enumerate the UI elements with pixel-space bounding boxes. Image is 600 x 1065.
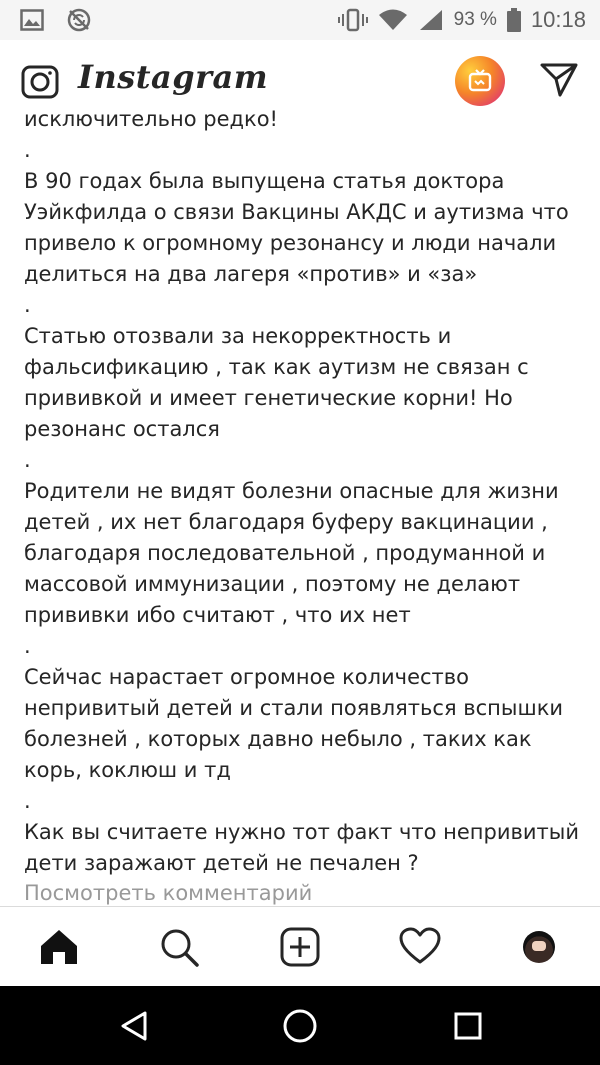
direct-message-icon[interactable]	[536, 56, 582, 102]
wifi-icon	[378, 8, 408, 32]
search-icon[interactable]	[157, 925, 201, 969]
igtv-icon[interactable]	[455, 56, 505, 106]
app-title: Instagram	[78, 58, 269, 96]
vibrate-icon	[338, 8, 368, 32]
new-post-icon[interactable]	[278, 925, 322, 969]
bottom-navigation	[0, 906, 600, 987]
no-sync-icon	[66, 7, 92, 33]
system-navigation-bar	[0, 986, 600, 1065]
gallery-icon	[20, 9, 44, 31]
profile-avatar[interactable]	[523, 931, 555, 963]
view-comments-link[interactable]: Посмотреть комментарий	[24, 881, 313, 905]
home-icon[interactable]	[37, 925, 81, 969]
post-caption: исключительно редко! . В 90 годах была выпущена статья доктора Уэйкфилда о связи Вакцины АКДС и аутизма что привело к огромному резонансу и люди начали делиться на два лагеря «против» и «за» . Статью отозвали за некорректность и фальсификацию , так как аутизм не связан с прививкой и имеет генетические корни! Но резонанс остался . Родители не видят болезни опасные для жизни детей , их нет благодаря буферу вакцинации , благодаря последовательной , продуманной и массовой иммунизации , поэтому не делают прививки ибо считают , что их нет . Сейчас нарастает огромное количество непривитый детей и стали появляться вспышки болезней , которых давно небыло , таких как корь, коклюш и тд . Как вы считаете нужно тот факт что непривитый дети заражают детей не печален ?	[24, 107, 579, 875]
camera-icon[interactable]	[18, 59, 62, 103]
clock: 10:18	[530, 7, 586, 32]
recents-icon[interactable]	[446, 1004, 490, 1048]
signal-icon	[418, 8, 444, 32]
post-content	[0, 107, 600, 906]
status-bar	[0, 0, 600, 40]
back-icon[interactable]	[112, 1004, 156, 1048]
battery-icon	[507, 8, 521, 32]
battery-percent: 93 %	[453, 9, 497, 30]
activity-heart-icon[interactable]	[398, 925, 442, 969]
home-circle-icon[interactable]	[278, 1004, 322, 1048]
